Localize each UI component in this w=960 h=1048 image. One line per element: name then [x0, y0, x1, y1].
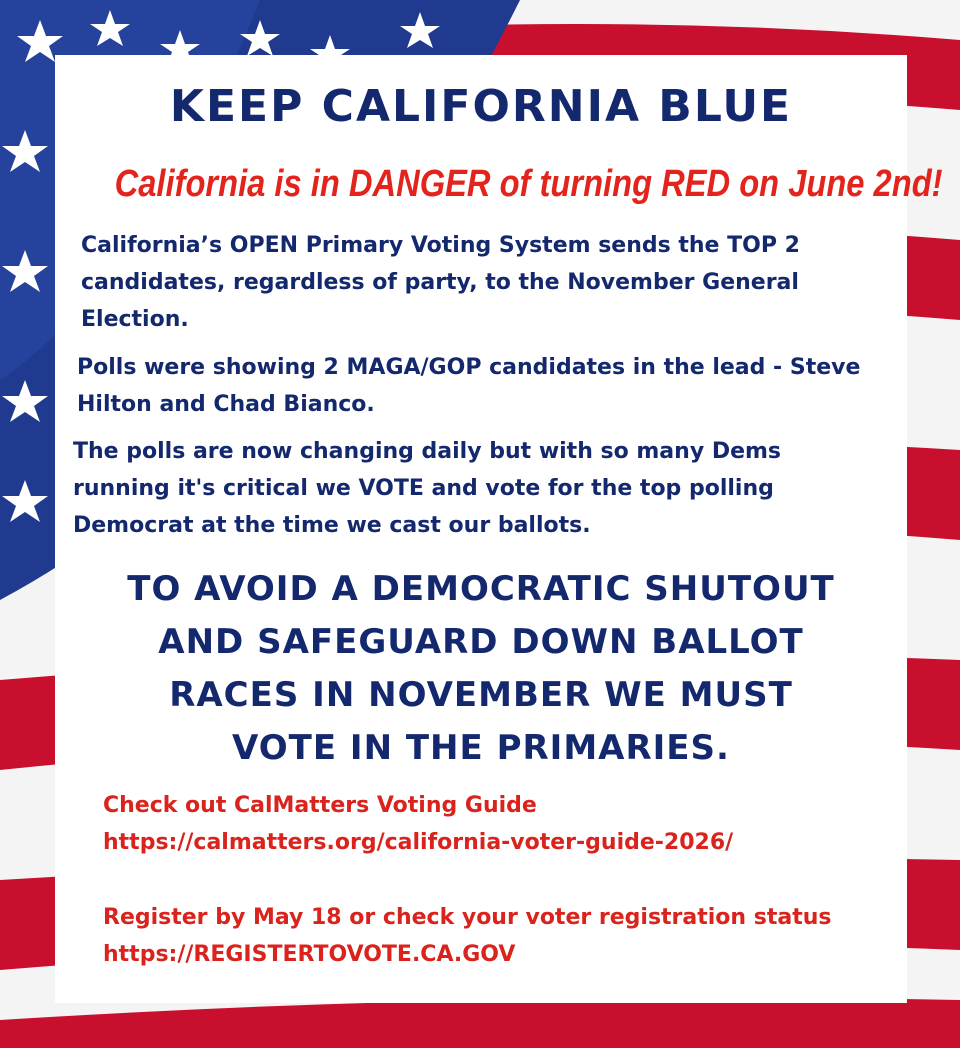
- poster-title: KEEP CALIFORNIA BLUE: [169, 81, 793, 132]
- spacer: [103, 861, 893, 899]
- voting-guide-label: Check out CalMatters Voting Guide: [103, 793, 537, 818]
- polls-paragraph: Polls were showing 2 MAGA/GOP candidates in the lead - Steve Hilton and Chad Bianco.: [77, 355, 861, 417]
- voting-guide-link[interactable]: https://calmatters.org/california-voter-guide-2026/: [103, 830, 734, 855]
- call-to-action-line: RACES IN NOVEMBER WE MUST: [169, 675, 793, 715]
- call-to-action-line: TO AVOID A DEMOCRATIC SHUTOUT: [127, 569, 835, 609]
- call-to-action-line: AND SAFEGUARD DOWN BALLOT: [158, 622, 804, 662]
- primary-system-paragraph: California’s OPEN Primary Voting System sends the TOP 2 candidates, regardless of party, to the November General Election.: [81, 233, 800, 332]
- register-link[interactable]: https://REGISTERTOVOTE.CA.GOV: [103, 942, 516, 967]
- register-label: Register by May 18 or check your voter registration status: [103, 905, 832, 930]
- vote-paragraph: The polls are now changing daily but with so many Dems running it's critical we VOTE and vote for the top polling Democrat at the time we cast our ballots.: [73, 439, 782, 538]
- danger-headline: California is in DANGER of turning RED on June 2nd!: [114, 163, 943, 205]
- poster-card: [55, 55, 943, 1003]
- call-to-action-line: VOTE IN THE PRIMARIES.: [232, 728, 730, 768]
- call-to-action: [55, 563, 907, 775]
- resources-section: [103, 787, 893, 973]
